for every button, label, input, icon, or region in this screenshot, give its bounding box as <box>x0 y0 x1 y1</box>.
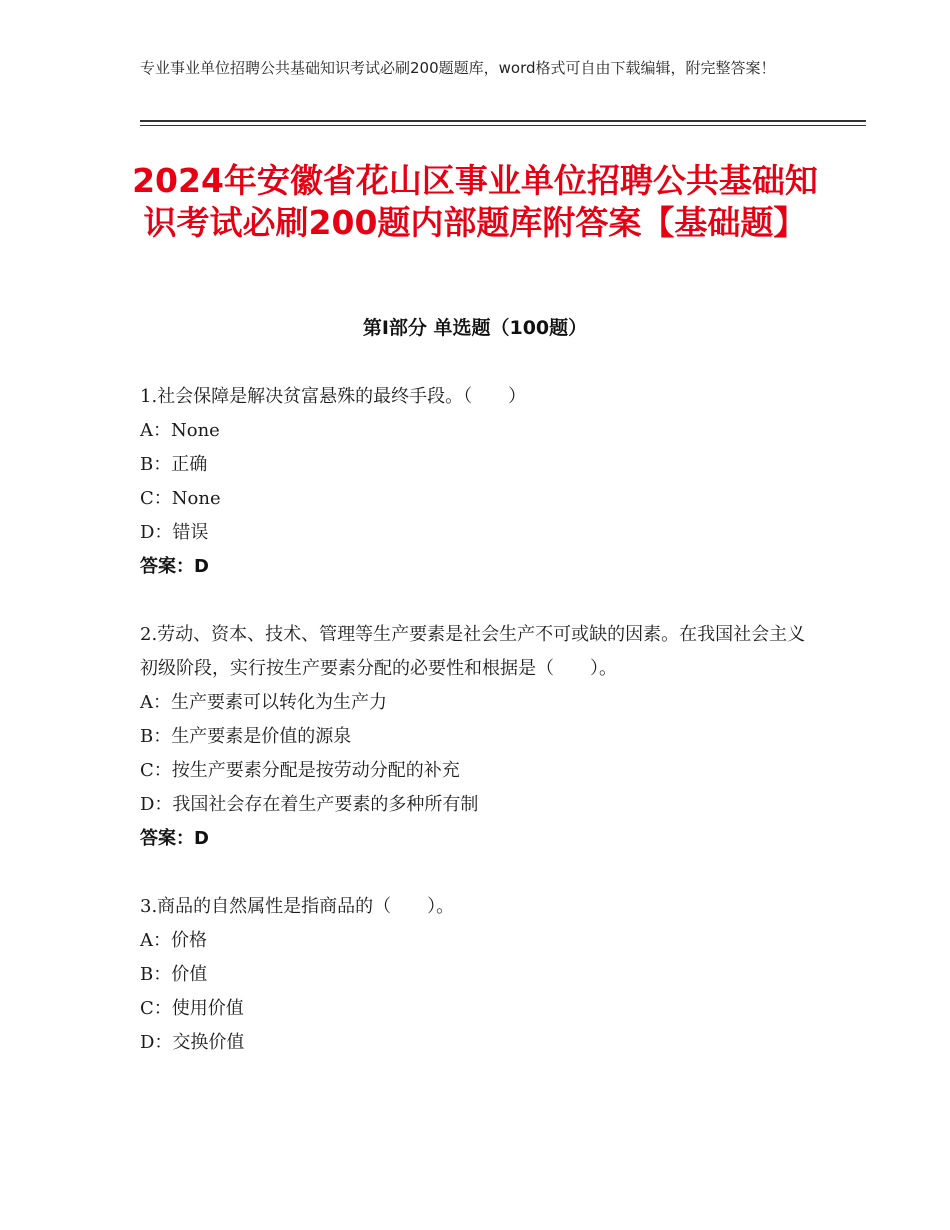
option-d: D：我国社会存在着生产要素的多种所有制 <box>140 794 479 815</box>
option-b: B：正确 <box>140 454 208 475</box>
question-list <box>140 380 810 1060</box>
option-b: B：价值 <box>140 964 208 985</box>
option-d: D：错误 <box>140 522 209 543</box>
option-a: A：生产要素可以转化为生产力 <box>140 692 387 713</box>
section-title: 第Ⅰ部分 单选题（100题） <box>362 317 588 339</box>
option-b: B：生产要素是价值的源泉 <box>140 726 352 747</box>
question-2 <box>140 618 810 856</box>
question-stem: 3.商品的自然属性是指商品的（ ）。 <box>140 896 455 917</box>
question-1 <box>140 380 810 584</box>
question-stem: 1.社会保障是解决贫富悬殊的最终手段。（ ） <box>140 386 527 407</box>
option-a: A：价格 <box>140 930 207 951</box>
question-3 <box>140 890 810 1060</box>
header-rule-thin <box>140 125 866 126</box>
answer-line: 答案：D <box>140 556 209 577</box>
document-title: 2024年安徽省花山区事业单位招聘公共基础知识考试必刷200题内部题库附答案【基础题】 <box>132 161 818 242</box>
option-a: A：None <box>140 420 220 441</box>
option-c: C：使用价值 <box>140 998 244 1019</box>
question-spacer <box>140 856 810 890</box>
option-d: D：交换价值 <box>140 1032 245 1053</box>
question-stem: 2.劳动、资本、技术、管理等生产要素是社会生产不可或缺的因素。在我国社会主义初级阶段，实行按生产要素分配的必要性和根据是（ ）。 <box>140 624 806 679</box>
option-c: C：None <box>140 488 221 509</box>
question-spacer <box>140 584 810 618</box>
answer-line: 答案：D <box>140 828 209 849</box>
header-rule-thick <box>140 120 866 122</box>
header-note: 专业事业单位招聘公共基础知识考试必刷200题题库，word格式可自由下载编辑，附完整答案！ <box>140 59 776 77</box>
option-c: C：按生产要素分配是按劳动分配的补充 <box>140 760 460 781</box>
